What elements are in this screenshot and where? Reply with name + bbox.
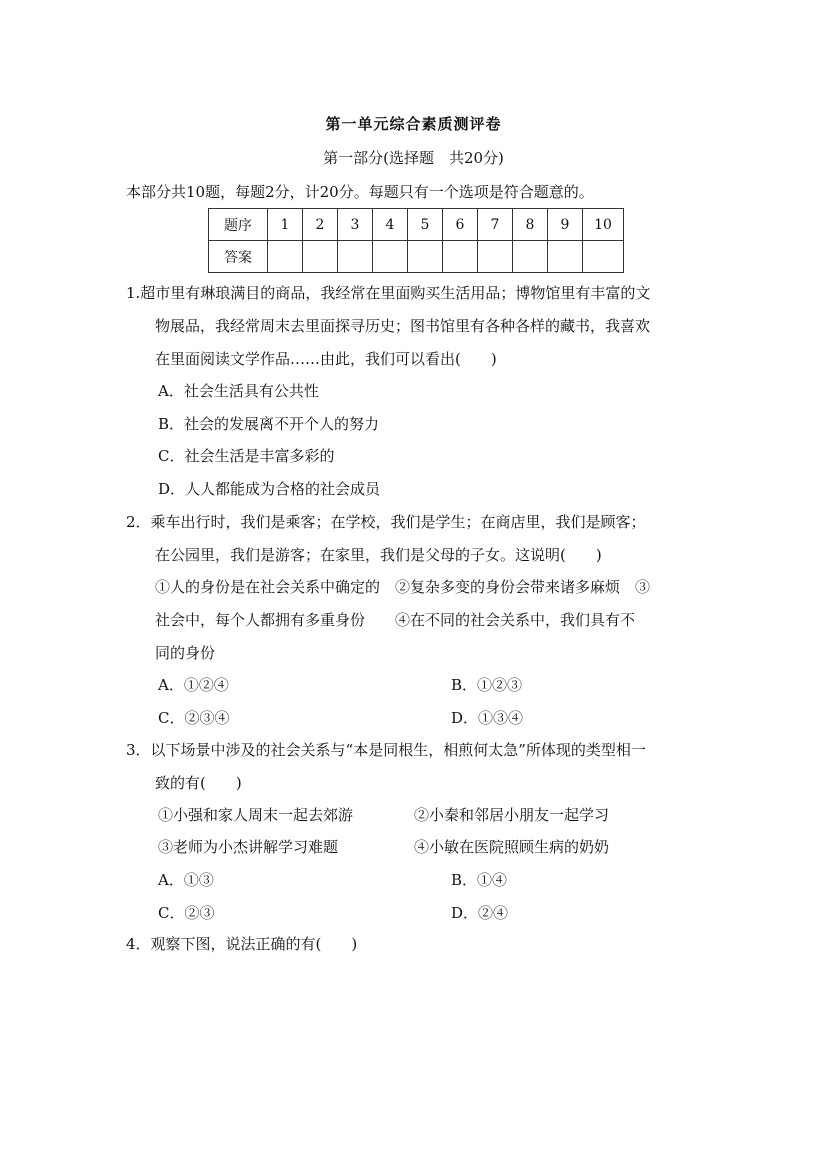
question-3-item: ④小敏在医院照顾生病的奶奶 xyxy=(414,838,610,856)
answer-cell[interactable] xyxy=(373,241,408,273)
question-3-item: ③老师为小杰讲解学习难题 xyxy=(158,838,339,856)
question-1-option-c[interactable]: C．社会生活是丰富多彩的 xyxy=(158,447,335,465)
answer-cell[interactable] xyxy=(408,241,443,273)
table-header-number: 题序 xyxy=(209,209,268,241)
answer-cell[interactable] xyxy=(338,241,373,273)
question-3-item: ①小强和家人周末一起去郊游 xyxy=(158,806,354,824)
question-3-option-c[interactable]: C．②③ xyxy=(158,904,215,922)
question-3-line: 3．以下场景中涉及的社会关系与“本是同根生，相煎何太急”所体现的类型相一 xyxy=(126,741,646,759)
question-2-option-c[interactable]: C．②③④ xyxy=(158,709,230,727)
question-2-line: 2．乘车出行时，我们是乘客；在学校，我们是学生；在商店里，我们是顾客； xyxy=(126,513,646,531)
question-2-line: 社会中，每个人都拥有多重身份 ④在不同的社会关系中，我们具有不 xyxy=(155,611,636,629)
answer-cell[interactable] xyxy=(268,241,303,273)
question-2-line: 同的身份 xyxy=(155,644,216,662)
answer-table xyxy=(208,208,624,273)
question-2-option-d[interactable]: D．①③④ xyxy=(451,709,524,727)
table-number-cell: 8 xyxy=(513,209,548,241)
section-instructions: 本部分共10题，每题2分，计20分。每题只有一个选项是符合题意的。 xyxy=(126,183,594,201)
answer-cell[interactable] xyxy=(478,241,513,273)
question-2-option-a[interactable]: A．①②④ xyxy=(158,676,229,694)
table-number-cell: 2 xyxy=(303,209,338,241)
question-1-line: 1.超市里有琳琅满目的商品，我经常在里面购买生活用品；博物馆里有丰富的文 xyxy=(126,284,651,302)
answer-table-number-row xyxy=(209,209,624,241)
question-1-option-b[interactable]: B．社会的发展离不开个人的努力 xyxy=(158,415,380,433)
table-number-cell: 6 xyxy=(443,209,478,241)
question-1-line: 在里面阅读文学作品……由此，我们可以看出( ) xyxy=(155,350,497,368)
question-3-line: 致的有( ) xyxy=(155,774,242,792)
question-3-option-d[interactable]: D．②④ xyxy=(451,904,509,922)
answer-cell[interactable] xyxy=(583,241,624,273)
table-number-cell: 4 xyxy=(373,209,408,241)
table-number-cell: 3 xyxy=(338,209,373,241)
question-1-line: 物展品，我经常周末去里面探寻历史；图书馆里有各种各样的藏书，我喜欢 xyxy=(155,317,651,335)
answer-cell[interactable] xyxy=(548,241,583,273)
question-3-option-b[interactable]: B．①④ xyxy=(451,871,508,889)
exam-title: 第一单元综合素质测评卷 xyxy=(325,115,502,133)
answer-cell[interactable] xyxy=(513,241,548,273)
question-2-line: ①人的身份是在社会关系中确定的 ②复杂多变的身份会带来诸多麻烦 ③ xyxy=(155,578,651,596)
section-heading: 第一部分(选择题 共20分) xyxy=(323,149,504,167)
question-2-option-b[interactable]: B．①②③ xyxy=(451,676,523,694)
answer-table-answer-row xyxy=(209,241,624,273)
question-1-option-d[interactable]: D．人人都能成为合格的社会成员 xyxy=(158,480,381,498)
table-header-answer: 答案 xyxy=(209,241,268,273)
table-number-cell: 5 xyxy=(408,209,443,241)
question-4-line: 4．观察下图，说法正确的有( ) xyxy=(126,935,358,953)
table-number-cell: 7 xyxy=(478,209,513,241)
answer-cell[interactable] xyxy=(443,241,478,273)
question-1-option-a[interactable]: A．社会生活具有公共性 xyxy=(158,382,319,400)
table-number-cell: 9 xyxy=(548,209,583,241)
question-2-line: 在公园里，我们是游客；在家里，我们是父母的子女。这说明( ) xyxy=(155,546,602,564)
answer-cell[interactable] xyxy=(303,241,338,273)
table-number-cell: 1 xyxy=(268,209,303,241)
table-number-cell: 10 xyxy=(583,209,624,241)
question-3-option-a[interactable]: A．①③ xyxy=(158,871,214,889)
question-3-item: ②小秦和邻居小朋友一起学习 xyxy=(414,806,610,824)
